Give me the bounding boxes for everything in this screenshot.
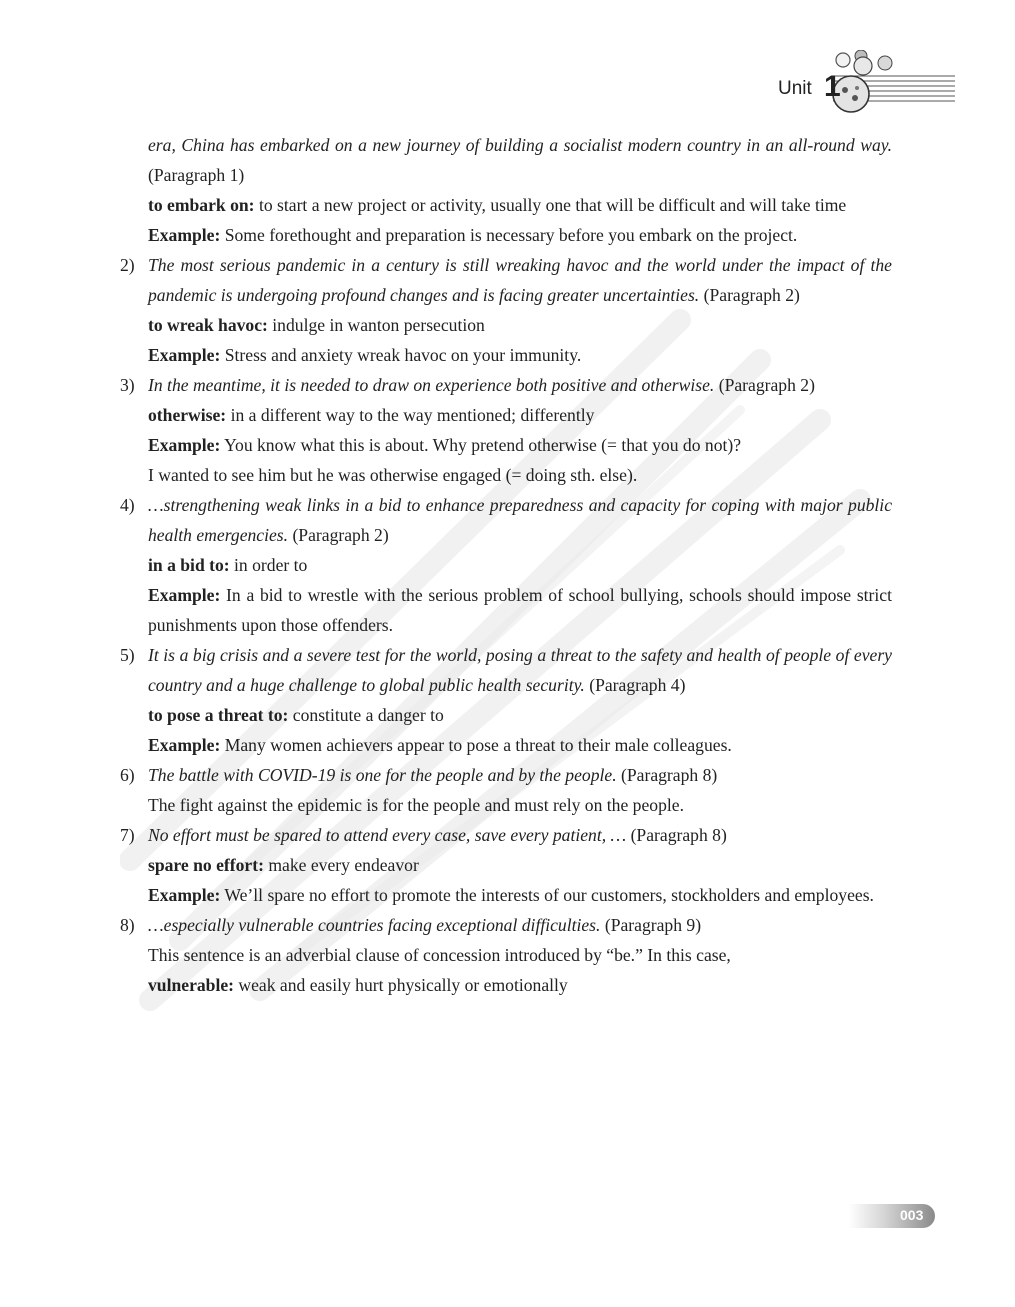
term-label: in a bid to: bbox=[148, 555, 230, 575]
numbered-item bbox=[120, 760, 892, 790]
term-label: to wreak havoc: bbox=[148, 315, 268, 335]
item-line bbox=[120, 190, 892, 220]
item-line bbox=[120, 850, 892, 880]
term-label: spare no effort: bbox=[148, 855, 264, 875]
quoted-sentence: era, China has embarked on a new journey of building a socialist modern country in an all-round way. bbox=[148, 135, 892, 155]
body-text: This sentence is an adverbial clause of concession introduced by “be.” In this case, bbox=[148, 945, 731, 965]
item-line bbox=[120, 880, 892, 910]
body-text: make every endeavor bbox=[263, 855, 419, 875]
item-line bbox=[120, 220, 892, 250]
unit-label: Unit bbox=[778, 78, 812, 99]
item-line bbox=[120, 460, 892, 490]
body-text: (Paragraph 2) bbox=[288, 525, 389, 545]
item-number: 2) bbox=[120, 255, 135, 275]
quoted-sentence: …strengthening weak links in a bid to enhance preparedness and capacity for coping with major public health emergencies. bbox=[148, 495, 892, 545]
item-line bbox=[120, 400, 892, 430]
body-text: You know what this is about. Why pretend otherwise (= that you do not)? bbox=[220, 435, 742, 455]
quoted-sentence: The most serious pandemic in a century is still wreaking havoc and the world under the impact of the pandemic is undergoing profound changes and is facing greater uncertainties. bbox=[148, 255, 892, 305]
body-text: In a bid to wrestle with the serious problem of school bullying, schools should impose strict punishments upon those offenders. bbox=[148, 585, 892, 635]
numbered-item bbox=[120, 820, 892, 850]
body-text: (Paragraph 9) bbox=[600, 915, 702, 935]
body-text: (Paragraph 4) bbox=[584, 675, 686, 695]
page-body bbox=[120, 130, 892, 1000]
item-number: 3) bbox=[120, 375, 135, 395]
body-text: to start a new project or activity, usually one that will be difficult and will take time bbox=[254, 195, 847, 215]
term-label: to embark on: bbox=[148, 195, 255, 215]
item-line bbox=[120, 730, 892, 760]
term-label: otherwise: bbox=[148, 405, 227, 425]
item-line bbox=[120, 430, 892, 460]
quoted-sentence: The battle with COVID-19 is one for the people and by the people. bbox=[148, 765, 617, 785]
body-text: in order to bbox=[229, 555, 308, 575]
quoted-sentence: No effort must be spared to attend every case, save every patient, … bbox=[148, 825, 627, 845]
item-line bbox=[120, 970, 892, 1000]
item-number: 7) bbox=[120, 825, 135, 845]
body-text: (Paragraph 2) bbox=[714, 375, 815, 395]
item-number: 6) bbox=[120, 765, 135, 785]
term-label: Example: bbox=[148, 345, 221, 365]
unit-number: 1 bbox=[824, 70, 841, 103]
term-label: Example: bbox=[148, 735, 221, 755]
body-text: (Paragraph 2) bbox=[699, 285, 800, 305]
item-line bbox=[120, 550, 892, 580]
term-label: Example: bbox=[148, 225, 221, 245]
body-text: I wanted to see him but he was otherwise engaged (= doing sth. else). bbox=[148, 465, 638, 485]
numbered-item bbox=[120, 250, 892, 310]
page-header bbox=[695, 50, 955, 120]
item-number: 8) bbox=[120, 915, 135, 935]
item-line bbox=[120, 940, 892, 970]
item-line bbox=[120, 580, 892, 640]
quoted-sentence: In the meantime, it is needed to draw on experience both positive and otherwise. bbox=[148, 375, 715, 395]
body-text: Many women achievers appear to pose a threat to their male colleagues. bbox=[220, 735, 732, 755]
term-label: Example: bbox=[148, 885, 221, 905]
item-number: 5) bbox=[120, 645, 135, 665]
term-label: vulnerable: bbox=[148, 975, 235, 995]
body-text: indulge in wanton persecution bbox=[267, 315, 485, 335]
body-text: The fight against the epidemic is for the people and must rely on the people. bbox=[148, 795, 684, 815]
body-text: in a different way to the way mentioned; differently bbox=[226, 405, 595, 425]
body-text: (Paragraph 8) bbox=[626, 825, 727, 845]
body-text: Some forethought and preparation is necessary before you embark on the project. bbox=[220, 225, 798, 245]
term-label: Example: bbox=[148, 435, 221, 455]
item-line bbox=[120, 700, 892, 730]
numbered-item bbox=[120, 910, 892, 940]
item-line bbox=[120, 130, 892, 190]
body-text: We’ll spare no effort to promote the interests of our customers, stockholders and employees. bbox=[220, 885, 874, 905]
item-line bbox=[120, 790, 892, 820]
item-line bbox=[120, 340, 892, 370]
term-label: to pose a threat to: bbox=[148, 705, 289, 725]
body-text: constitute a danger to bbox=[288, 705, 444, 725]
quoted-sentence: It is a big crisis and a severe test for the world, posing a threat to the safety and health of people of every country and a huge challenge to global public health security. bbox=[148, 645, 892, 695]
numbered-item bbox=[120, 490, 892, 550]
term-label: Example: bbox=[148, 585, 221, 605]
body-text: (Paragraph 1) bbox=[148, 165, 245, 185]
item-number: 4) bbox=[120, 495, 135, 515]
quoted-sentence: …especially vulnerable countries facing exceptional difficulties. bbox=[148, 915, 601, 935]
numbered-item bbox=[120, 640, 892, 700]
numbered-item bbox=[120, 370, 892, 400]
item-line bbox=[120, 310, 892, 340]
body-text: weak and easily hurt physically or emotionally bbox=[234, 975, 568, 995]
body-text: Stress and anxiety wreak havoc on your immunity. bbox=[220, 345, 582, 365]
page-number: 003 bbox=[900, 1207, 924, 1223]
body-text: (Paragraph 8) bbox=[616, 765, 718, 785]
